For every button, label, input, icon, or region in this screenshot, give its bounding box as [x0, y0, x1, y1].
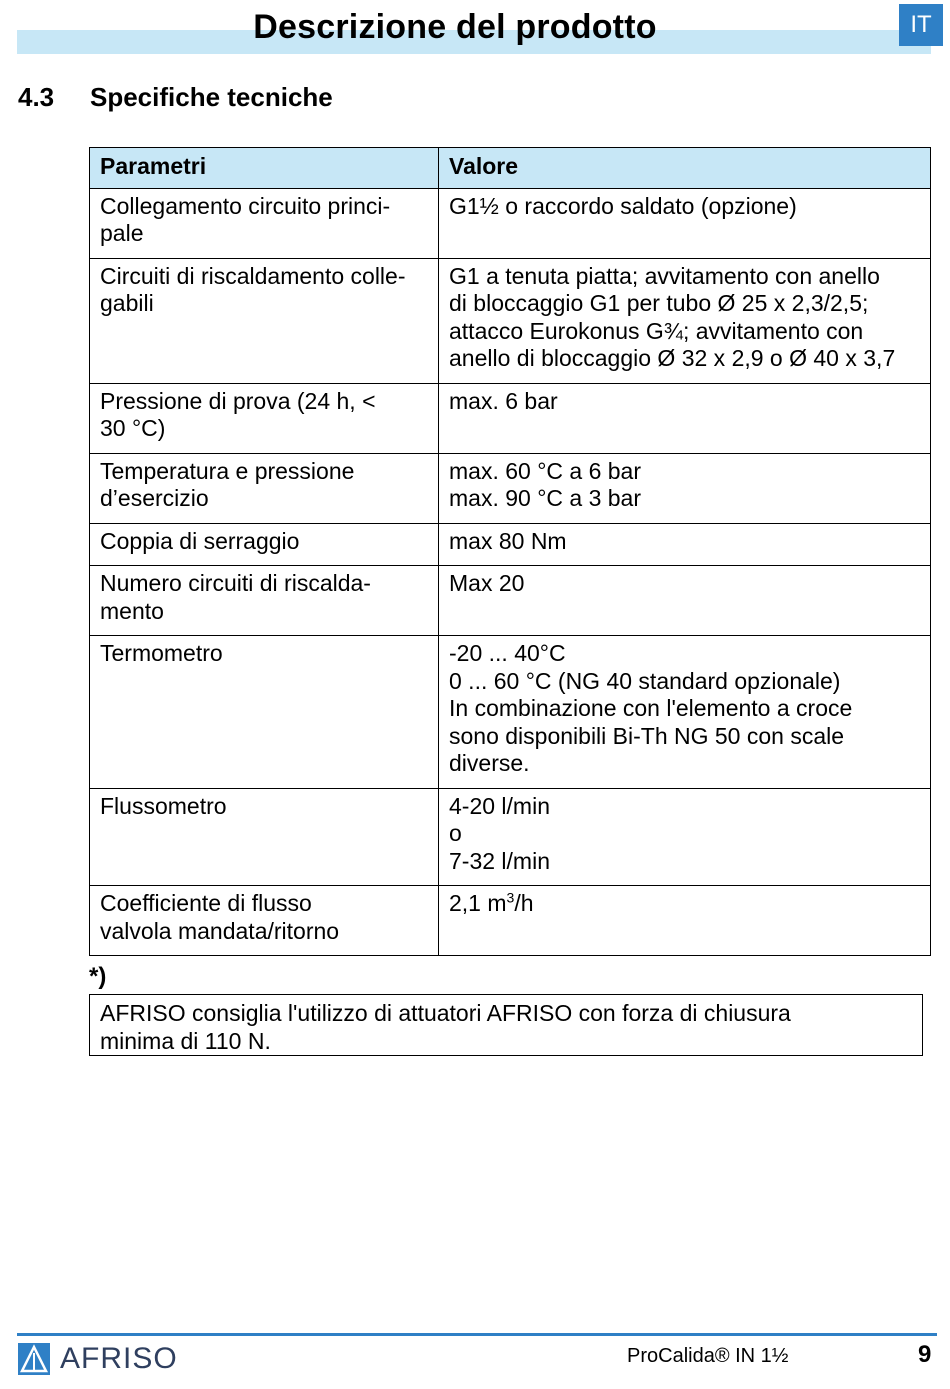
param-line: gabili [100, 290, 154, 316]
param-cell [90, 188, 439, 258]
value-cell [439, 636, 931, 789]
value-line [449, 890, 920, 918]
value-line: 4-20 l/min [449, 792, 550, 819]
value-line: max. 60 °C a 6 bar [449, 457, 642, 484]
value-cell [439, 188, 931, 258]
param-line: Circuiti di riscaldamento colle- [100, 262, 406, 289]
section-title: Specifiche tecniche [90, 82, 333, 112]
note-line: AFRISO consiglia l'utilizzo di attuatori AFRISO con forza di chiusura [100, 1000, 791, 1026]
value-cell [439, 453, 931, 523]
param-line: valvola mandata/ritorno [100, 917, 340, 944]
value-line: attacco Eurokonus G¾; avvitamento con [449, 317, 864, 344]
section-number: 4.3 [18, 82, 55, 112]
note-box [89, 994, 923, 1056]
value-line: In combinazione con l'elemento a croce [449, 695, 853, 721]
unit-suffix: /h [514, 890, 534, 916]
value-line: 0 ... 60 °C (NG 40 standard opzionale) [449, 667, 841, 694]
value-cell [439, 788, 931, 886]
column-header-valore: Valore [439, 148, 931, 189]
brand-logo [18, 1342, 178, 1376]
table-row [90, 566, 931, 636]
param-cell [90, 636, 439, 789]
value-cell [439, 383, 931, 453]
value-line: max. 6 bar [449, 387, 558, 414]
param-cell [90, 383, 439, 453]
param-cell [90, 258, 439, 383]
param-line: Pressione di prova (24 h, < [100, 387, 376, 414]
table-row [90, 188, 931, 258]
column-header-parametri: Parametri [90, 148, 439, 189]
param-cell [90, 886, 439, 956]
param-cell [90, 788, 439, 886]
param-line: Flussometro [100, 792, 227, 819]
afriso-logo-icon [18, 1343, 50, 1375]
product-name: ProCalida® IN 1½ [627, 1345, 789, 1367]
note-marker: *) [89, 963, 107, 990]
flow-coefficient-value: 2,1 m [449, 890, 507, 916]
param-line: pale [100, 220, 144, 246]
table-row [90, 636, 931, 789]
param-line: Collegamento circuito princi- [100, 192, 391, 219]
brand-name: AFRISO [60, 1342, 178, 1375]
value-line: max. 90 °C a 3 bar [449, 485, 642, 511]
param-line: Numero circuiti di riscalda- [100, 570, 371, 596]
note-line: minima di 110 N. [100, 1028, 271, 1054]
value-line: -20 ... 40°C [449, 640, 566, 666]
section-heading [18, 80, 333, 114]
param-cell [90, 566, 439, 636]
language-badge: IT [899, 4, 943, 46]
value-line: G1 a tenuta piatta; avvitamento con anello [449, 262, 880, 289]
param-line: Coppia di serraggio [100, 527, 300, 554]
value-line: o [449, 820, 462, 846]
param-line: 30 °C) [100, 415, 166, 441]
table-row [90, 453, 931, 523]
value-line: di bloccaggio G1 per tubo Ø 25 x 2,3/2,5; [449, 290, 869, 316]
table-row [90, 383, 931, 453]
param-line: Coefficiente di flusso [100, 890, 312, 916]
table-row [90, 523, 931, 566]
footer-rule [17, 1333, 937, 1336]
param-cell [90, 453, 439, 523]
value-cell [439, 886, 931, 956]
page-title: Descrizione del prodotto [253, 8, 657, 46]
value-line: diverse. [449, 750, 530, 776]
value-cell [439, 258, 931, 383]
value-line: max 80 Nm [449, 527, 567, 554]
table-header-row [90, 148, 931, 189]
value-line: sono disponibili Bi-Th NG 50 con scale [449, 722, 845, 749]
param-line: Termometro [100, 640, 223, 666]
value-line: G1½ o raccordo saldato (opzione) [449, 192, 797, 219]
value-line: anello di bloccaggio Ø 32 x 2,9 o Ø 40 x 3,7 [449, 345, 896, 371]
param-line: Temperatura e pressione [100, 457, 355, 484]
value-line: Max 20 [449, 570, 525, 596]
unit-exponent: 3 [506, 889, 515, 906]
value-cell [439, 523, 931, 566]
table-row [90, 788, 931, 886]
table-row [90, 886, 931, 956]
spec-table [89, 147, 931, 956]
value-line: 7-32 l/min [449, 847, 550, 874]
value-cell [439, 566, 931, 636]
table-row [90, 258, 931, 383]
param-line: mento [100, 597, 164, 624]
param-cell [90, 523, 439, 566]
page-number: 9 [918, 1341, 932, 1368]
param-line: d’esercizio [100, 485, 209, 511]
